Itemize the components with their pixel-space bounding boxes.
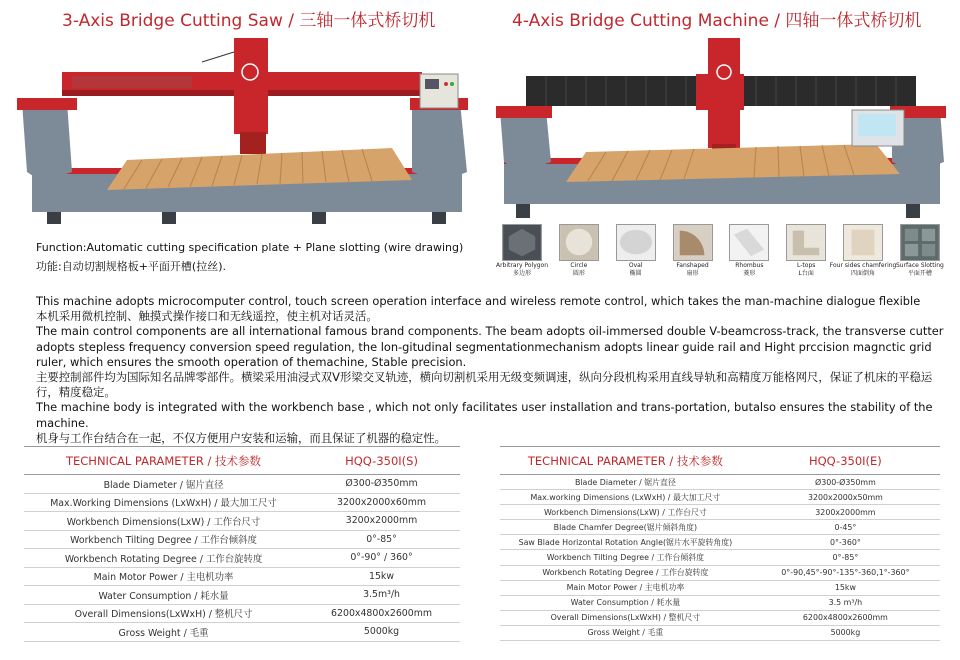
table-row <box>500 505 940 520</box>
param-value: 15kw <box>303 567 460 586</box>
param-value: 5000kg <box>751 625 940 640</box>
table-row <box>24 475 460 494</box>
table-row <box>500 595 940 610</box>
shape-chamfering <box>829 224 897 284</box>
param-value: 0°-85° <box>751 550 940 565</box>
shape-fanshaped <box>668 224 718 284</box>
shape-rhombus <box>724 224 774 284</box>
l-tops-thumbnail <box>786 224 826 261</box>
shape-label-en: Surface Slotting <box>895 262 944 269</box>
param-label: Water Consumption / 耗水量 <box>500 595 751 610</box>
param-value: 0°-85° <box>303 530 460 549</box>
polygon-thumbnail <box>502 224 542 261</box>
param-value: 0°-90° / 360° <box>303 549 460 568</box>
table-header-model: HQQ-350I(E) <box>751 447 940 475</box>
description-paragraph: The machine body is integrated with the workbench base , which not only facilitates user installation and trans-portation, butalso ensures the stability of the machine. <box>36 400 933 430</box>
param-label: Overall Dimensions(LxWxH) / 整机尺寸 <box>24 604 303 623</box>
param-label: Workbench Tilting Degree / 工作台倾斜度 <box>500 550 751 565</box>
shape-label-cn: 多边形 <box>512 270 531 277</box>
table-row <box>500 610 940 625</box>
param-label: Overall Dimensions(LxWxH) / 整机尺寸 <box>500 610 751 625</box>
description-paragraph: The main control components are all international famous brand components. The beam adopts oil-immersed double V-beamcross-track, the transverse cutter adopts stepless frequency conversion speed regulation, the lon-gitudinal segmentationmechanism adopts linear guide rail and Hight prccision magnctic grid ruler, which ensures the smooth operation of themachine, Stable precision. <box>36 324 944 369</box>
circle-thumbnail <box>559 224 599 261</box>
shape-label-en: Oval <box>628 262 643 269</box>
shape-label-cn: 平面开槽 <box>907 270 932 277</box>
param-label: Workbench Rotating Degree / 工作台旋转度 <box>24 549 303 568</box>
table-row <box>500 625 940 640</box>
shape-label-en: Rhombus <box>735 262 764 269</box>
chamfering-thumbnail <box>843 224 883 261</box>
param-value: 3.5m³/h <box>303 586 460 605</box>
table-row <box>500 490 940 505</box>
shape-label-cn: 菱形 <box>743 270 756 277</box>
param-value: 3200x2000mm <box>303 512 460 531</box>
cutting-shapes-strip <box>497 224 945 284</box>
shape-label-cn: 扇形 <box>686 270 699 277</box>
shape-label-cn: L台面 <box>798 270 814 277</box>
param-value: 0°-90,45°-90°-135°-360,1°-360° <box>751 565 940 580</box>
title-3-axis: 3-Axis Bridge Cutting Saw / 三轴一体式桥切机 <box>62 11 436 31</box>
table-header-label: TECHNICAL PARAMETER / 技术参数 <box>500 447 751 475</box>
param-label: Blade Chamfer Degree(锯片倾斜角度) <box>500 520 751 535</box>
param-value: 0-45° <box>751 520 940 535</box>
machine-description <box>36 294 946 446</box>
table-row <box>24 604 460 623</box>
param-value: 3200x2000x50mm <box>751 490 940 505</box>
param-label: Blade Diameter / 锯片直径 <box>500 475 751 490</box>
param-label: Max.Working Dimensions (LxWxH) / 最大加工尺寸 <box>24 493 303 512</box>
shape-label-en: Four sides chamfering <box>829 262 897 269</box>
param-label: Gross Weight / 毛重 <box>24 623 303 642</box>
function-description-en: Function:Automatic cutting specification plate + Plane slotting (wire drawing) <box>36 241 464 254</box>
shape-label-cn: 圆形 <box>572 270 585 277</box>
param-label: Workbench Tilting Degree / 工作台倾斜度 <box>24 530 303 549</box>
shape-l-tops <box>781 224 831 284</box>
table-row <box>500 520 940 535</box>
param-label: Blade Diameter / 锯片直径 <box>24 475 303 494</box>
param-value: 3200x2000x60mm <box>303 493 460 512</box>
table-row <box>500 535 940 550</box>
description-paragraph: 主要控制部件均为国际知名品牌零部件。横梁采用油浸式双V形梁交叉轨迹，横向切割机采用无级变频调速，纵向分段机构采用直线导轨和高精度万能格网尺，保证了机床的平稳运行，精度稳定。 <box>36 370 933 400</box>
param-value: Ø300-Ø350mm <box>751 475 940 490</box>
shape-polygon <box>497 224 547 284</box>
table-row <box>500 475 940 490</box>
param-value: 0°-360° <box>751 535 940 550</box>
param-value: 6200x4800x2600mm <box>303 604 460 623</box>
param-label: Main Motor Power / 主电机功率 <box>500 580 751 595</box>
param-value: 15kw <box>751 580 940 595</box>
table-row <box>24 623 460 642</box>
table-row <box>24 549 460 568</box>
oval-thumbnail <box>616 224 656 261</box>
shape-label-en: Fanshaped <box>676 262 709 269</box>
param-label: Max.working Dimensions (LxWxH) / 最大加工尺寸 <box>500 490 751 505</box>
shape-oval <box>611 224 661 284</box>
param-label: Saw Blade Horizontal Rotation Angle(锯片水平旋转角度) <box>500 535 751 550</box>
shape-label-cn: 椭圆 <box>629 270 642 277</box>
table-header-label: TECHNICAL PARAMETER / 技术参数 <box>24 447 303 475</box>
table-header-model: HQQ-350I(S) <box>303 447 460 475</box>
param-value: Ø300-Ø350mm <box>303 475 460 494</box>
param-value: 3200x2000mm <box>751 505 940 520</box>
shape-circle <box>554 224 604 284</box>
4-axis-machine-image <box>496 32 948 222</box>
shape-label-en: L-tops <box>797 262 816 269</box>
table-row <box>24 586 460 605</box>
description-paragraph: This machine adopts microcomputer control, touch screen operation interface and wireless remote control, which takes the man-machine dialogue flexible <box>36 294 921 308</box>
param-label: Water Consumption / 耗水量 <box>24 586 303 605</box>
table-row <box>500 550 940 565</box>
surface-slotting-thumbnail <box>900 224 940 261</box>
param-label: Main Motor Power / 主电机功率 <box>24 567 303 586</box>
spec-table-4-axis <box>500 446 940 641</box>
spec-table-3-axis <box>24 446 460 642</box>
fanshaped-thumbnail <box>673 224 713 261</box>
3-axis-machine-image <box>12 32 472 232</box>
shape-label-cn: 四面倒角 <box>851 270 876 277</box>
table-row <box>24 567 460 586</box>
param-label: Gross Weight / 毛重 <box>500 625 751 640</box>
description-paragraph: 本机采用微机控制、触摸式操作接口和无线遥控，使主机对话灵活。 <box>36 309 378 324</box>
title-4-axis: 4-Axis Bridge Cutting Machine / 四轴一体式桥切机 <box>512 11 922 31</box>
shape-label-en: Circle <box>570 262 588 269</box>
param-label: Workbench Rotating Degree / 工作台旋转度 <box>500 565 751 580</box>
table-row <box>24 512 460 531</box>
table-row <box>500 565 940 580</box>
table-row <box>500 580 940 595</box>
shape-surface-slotting <box>895 224 945 284</box>
table-row <box>24 530 460 549</box>
table-row <box>24 493 460 512</box>
description-paragraph: 机身与工作台结合在一起，不仅方便用户安装和运输，而且保证了机器的稳定性。 <box>36 430 447 445</box>
param-value: 6200x4800x2600mm <box>751 610 940 625</box>
param-label: Workbench Dimensions(LxW) / 工作台尺寸 <box>500 505 751 520</box>
function-description-cn: 功能:自动切割规格板+平面开槽(拉丝). <box>36 260 227 273</box>
param-label: Workbench Dimensions(LxW) / 工作台尺寸 <box>24 512 303 531</box>
param-value: 5000kg <box>303 623 460 642</box>
shape-label-en: Arbitrary Polygon <box>495 262 549 269</box>
rhombus-thumbnail <box>729 224 769 261</box>
param-value: 3.5 m³/h <box>751 595 940 610</box>
